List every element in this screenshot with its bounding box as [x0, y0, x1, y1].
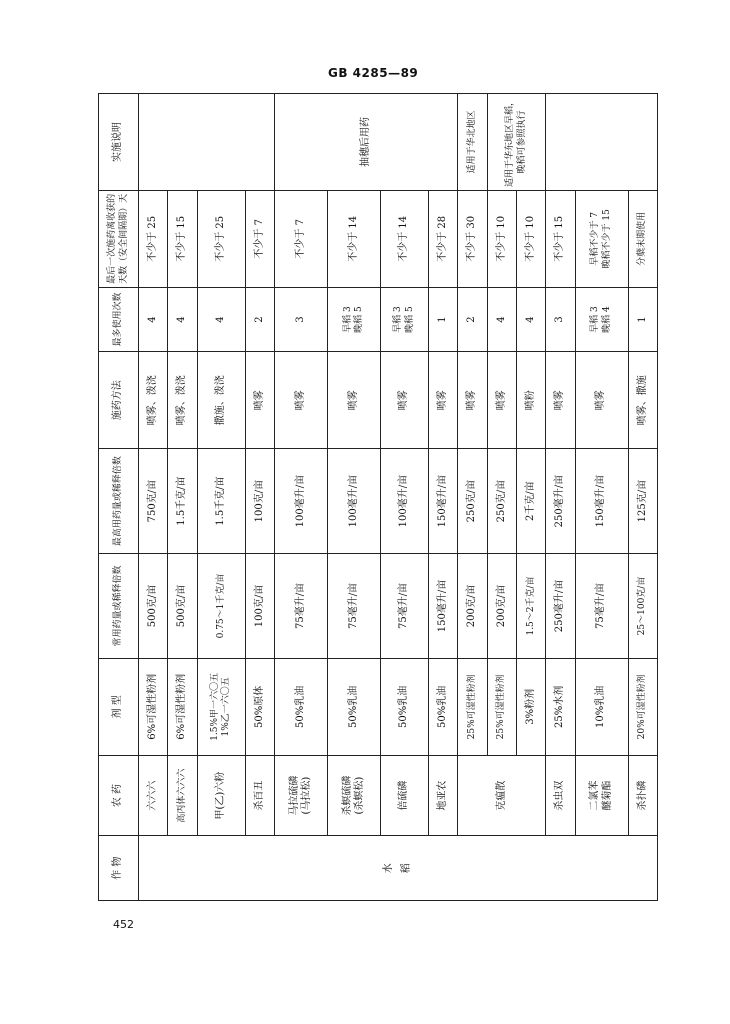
header-max-dose: 最高用药量或稀释倍数: [99, 449, 139, 554]
page-number: 452: [113, 918, 134, 931]
table-row: [245, 94, 274, 901]
table-row: [197, 94, 245, 901]
cell-formulation: 50%乳油: [380, 658, 428, 755]
cell-interval: 不少于 25: [197, 190, 245, 287]
cell-times: 2: [458, 287, 487, 352]
cell-interval: 不少于 7: [245, 190, 274, 287]
cell-formulation: 50%乳油: [429, 658, 458, 755]
table-row: [546, 94, 575, 901]
crop-cell: [139, 836, 658, 901]
cell-pesticide: [575, 755, 628, 836]
cell-notes: [546, 94, 658, 191]
cell-method: 喷雾、泼浇: [139, 352, 168, 449]
cell-notes: 适用于华北地区: [458, 94, 487, 191]
cell-interval: 不少于 14: [380, 190, 428, 287]
cell-pesticide: 倍硫磷: [380, 755, 428, 836]
times-line-2: 晚稻 5: [404, 306, 415, 333]
header-crop: 作 物: [99, 836, 139, 901]
cell-interval: 不少于 15: [546, 190, 575, 287]
cell-notes: 抽穗后用药: [275, 94, 458, 191]
table-row: [139, 94, 168, 901]
cell-pesticide: 六六六: [139, 755, 168, 836]
cell-times: 4: [197, 287, 245, 352]
pesticide-line-2: 醚菊酯: [601, 780, 613, 811]
rotated-table-container: [98, 93, 658, 901]
cell-method: 喷雾、撒施: [628, 352, 657, 449]
times-line-2: 晚稻 5: [354, 306, 364, 333]
cell-times: 4: [517, 287, 546, 352]
cell-times: [380, 287, 428, 352]
standard-code: GB 4285—89: [328, 66, 419, 80]
times-line-1: 早稻 3: [590, 306, 601, 333]
times-line-1: 早稻 3: [393, 306, 404, 333]
table-row: [380, 94, 428, 901]
header-formulation: 剂 型: [99, 658, 139, 755]
cell-method: 喷雾: [328, 352, 381, 449]
crop-label-1: 水: [382, 863, 394, 874]
cell-formulation: 20%可湿性粉剂: [628, 658, 657, 755]
cell-pesticide: 克瘟散: [458, 755, 546, 836]
cell-interval: 不少于 14: [328, 190, 381, 287]
interval-line-2: 晚稻不少于 15: [601, 209, 612, 269]
cell-common-dose: 75毫升/亩: [575, 554, 628, 659]
cell-formulation: 6%可湿性粉剂: [168, 658, 197, 755]
cell-common-dose: 200克/亩: [487, 554, 516, 659]
cell-pesticide: 地亚农: [429, 755, 458, 836]
cell-common-dose: 500克/亩: [139, 554, 168, 659]
cell-times: [575, 287, 628, 352]
formulation-line-1: 1.5%甲一六〇五: [209, 672, 220, 741]
cell-method: 喷雾: [546, 352, 575, 449]
cell-max-dose: 2千克/亩: [517, 449, 546, 554]
cell-common-dose: 100克/亩: [245, 554, 274, 659]
cell-max-dose: 100毫升/亩: [380, 449, 428, 554]
cell-times: 4: [139, 287, 168, 352]
cell-common-dose: 250毫升/亩: [546, 554, 575, 659]
header-max-times: 最多使用次数: [99, 287, 139, 352]
cell-max-dose: 1.5千克/亩: [197, 449, 245, 554]
cell-interval: 不少于 28: [429, 190, 458, 287]
pesticide-table: [98, 93, 658, 901]
cell-formulation: 10%乳油: [575, 658, 628, 755]
cell-max-dose: 250毫升/亩: [546, 449, 575, 554]
cell-times: 4: [487, 287, 516, 352]
cell-common-dose: 75毫升/亩: [380, 554, 428, 659]
cell-interval: 不少于 30: [458, 190, 487, 287]
cell-interval: 不少于 7: [275, 190, 328, 287]
cell-interval: 不少于 10: [487, 190, 516, 287]
cell-method: 喷雾: [458, 352, 487, 449]
formulation-line-2: 1%乙一六〇五: [221, 677, 232, 737]
cell-max-dose: 125克/亩: [628, 449, 657, 554]
header-row: [99, 94, 139, 901]
cell-times: 2: [245, 287, 274, 352]
cell-common-dose: 75毫升/亩: [275, 554, 328, 659]
cell-interval: 不少于 15: [168, 190, 197, 287]
cell-formulation: [197, 658, 245, 755]
pesticide-line-1: 马拉硫磷: [288, 775, 300, 816]
cell-formulation: 50%原体: [245, 658, 274, 755]
header-common-dose: 常用药量或稀释倍数: [99, 554, 139, 659]
table-row: [429, 94, 458, 901]
cell-method: 喷雾: [275, 352, 328, 449]
cell-notes: 适用于华东地区早稻，晚稻可参照执行: [487, 94, 546, 191]
cell-interval: 不少于 10: [517, 190, 546, 287]
cell-pesticide: 甲(乙)六粉: [197, 755, 245, 836]
cell-common-dose: 75毫升/亩: [328, 554, 381, 659]
header-method: 施药方法: [99, 352, 139, 449]
cell-common-dose: 0.75～1千克/亩: [197, 554, 245, 659]
pesticide-line-1: 二氯苯: [589, 780, 601, 811]
cell-method: 喷雾: [575, 352, 628, 449]
cell-formulation: 3%粉剂: [517, 658, 546, 755]
cell-method: 喷雾: [245, 352, 274, 449]
table-row: [328, 94, 381, 901]
header-interval: 最后一次施药离收获的天数（安全间隔期）天: [99, 190, 139, 287]
cell-max-dose: 100毫升/亩: [275, 449, 328, 554]
cell-max-dose: 250克/亩: [458, 449, 487, 554]
cell-pesticide: 杀扑磷: [628, 755, 657, 836]
cell-method: 喷雾: [380, 352, 428, 449]
cell-method: 喷粉: [517, 352, 546, 449]
cell-formulation: 50%乳油: [275, 658, 328, 755]
cell-times: 1: [429, 287, 458, 352]
cell-max-dose: 100毫升/亩: [328, 449, 381, 554]
cell-method: 喷雾: [429, 352, 458, 449]
cell-times: [328, 287, 381, 352]
times-line-2: 晚稻 4: [601, 306, 612, 333]
cell-method: 撒施、泼浇: [197, 352, 245, 449]
cell-pesticide: 杀虫双: [546, 755, 575, 836]
cell-max-dose: 250克/亩: [487, 449, 516, 554]
interval-line-1: 早稻不少于 7: [590, 212, 601, 266]
cell-pesticide: 杀百丑: [245, 755, 274, 836]
cell-notes: [139, 94, 275, 191]
cell-times: 3: [275, 287, 328, 352]
cell-max-dose: 150毫升/亩: [429, 449, 458, 554]
cell-max-dose: 150毫升/亩: [575, 449, 628, 554]
cell-interval: [575, 190, 628, 287]
table-row: [275, 94, 328, 901]
cell-interval: 分蘖末期使用: [628, 190, 657, 287]
pesticide-line-2: (马拉松): [301, 776, 313, 815]
pesticide-line-2: (杀螟松): [354, 776, 365, 815]
cell-method: 喷雾、泼浇: [168, 352, 197, 449]
cell-times: 1: [628, 287, 657, 352]
cell-method: 喷雾: [487, 352, 516, 449]
cell-common-dose: 500克/亩: [168, 554, 197, 659]
cell-times: 4: [168, 287, 197, 352]
cell-formulation: 6%可湿性粉剂: [139, 658, 168, 755]
cell-formulation: 25%可湿性粉剂: [458, 658, 487, 755]
header-pesticide: 农 药: [99, 755, 139, 836]
header-notes: 实施说明: [99, 94, 139, 191]
crop-label-2: 稻: [401, 863, 412, 874]
cell-pesticide: [328, 755, 381, 836]
cell-formulation: 50%乳油: [328, 658, 381, 755]
cell-formulation: 25%可湿性粉剂: [487, 658, 516, 755]
table-row: [458, 94, 487, 901]
cell-max-dose: 750克/亩: [139, 449, 168, 554]
cell-max-dose: 100克/亩: [245, 449, 274, 554]
cell-interval: 不少于 25: [139, 190, 168, 287]
table-row: [168, 94, 197, 901]
times-line-1: 早稻 3: [342, 306, 353, 333]
pesticide-line-1: 杀螟硫磷: [341, 775, 353, 816]
cell-common-dose: 200克/亩: [458, 554, 487, 659]
cell-common-dose: 150毫升/亩: [429, 554, 458, 659]
cell-pesticide: [275, 755, 328, 836]
cell-formulation: 25%水剂: [546, 658, 575, 755]
cell-pesticide: 高丙体六六六: [168, 755, 197, 836]
cell-max-dose: 1.5千克/亩: [168, 449, 197, 554]
cell-times: 3: [546, 287, 575, 352]
table-row: [575, 94, 628, 901]
cell-common-dose: 25～100克/亩: [628, 554, 657, 659]
table-row: [628, 94, 657, 901]
cell-common-dose: 1.5～2千克/亩: [517, 554, 546, 659]
